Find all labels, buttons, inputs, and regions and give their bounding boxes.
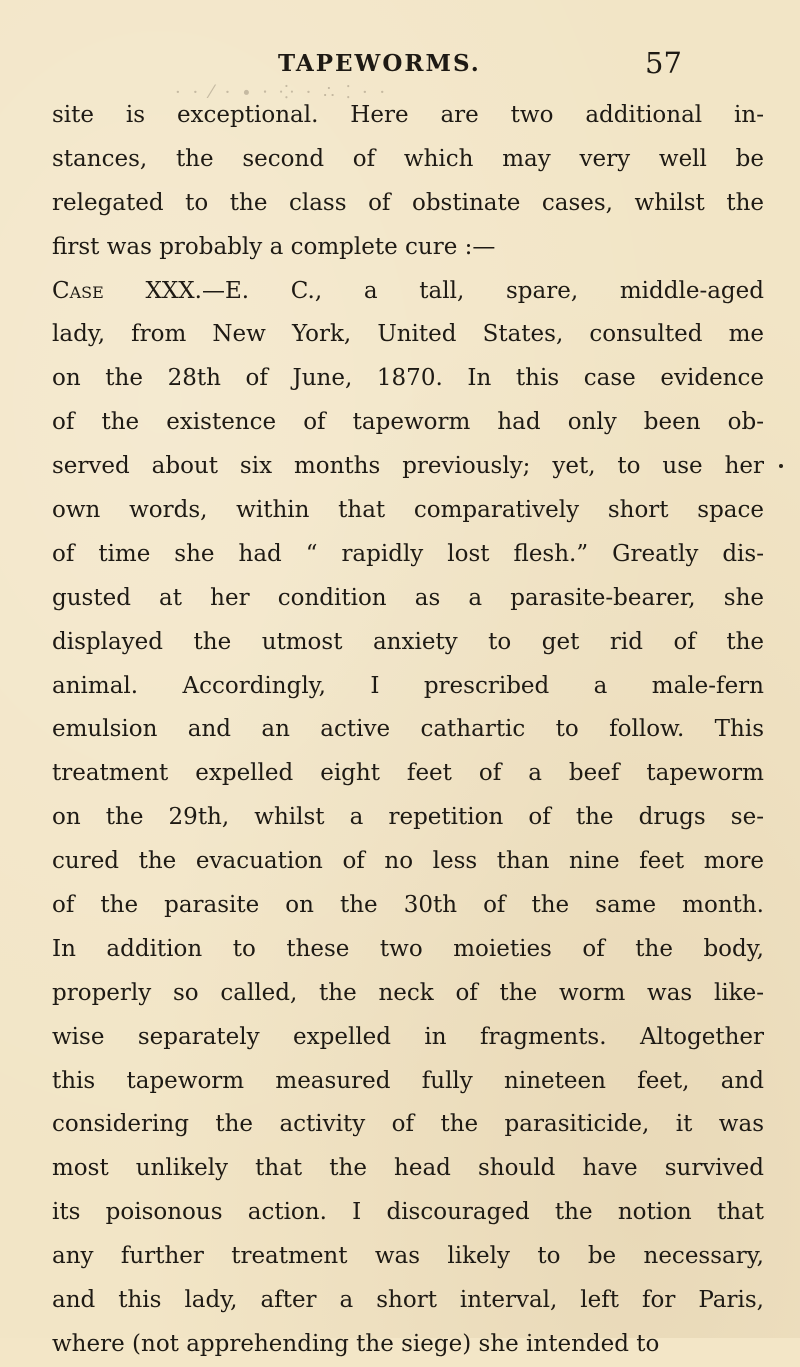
- text-line: In addition to these two moieties of the body,: [52, 935, 764, 962]
- page-number: 57: [645, 46, 682, 80]
- text-line: its poisonous action. I discouraged the notion that: [52, 1199, 764, 1226]
- text-line: lady, from New York, United States, consulted me: [52, 321, 764, 348]
- text-line: on the 29th, whilst a repetition of the drugs se-: [52, 804, 764, 831]
- text-line: own words, within that comparatively short space: [52, 497, 764, 524]
- text-line: properly so called, the neck of the worm was like-: [52, 979, 764, 1006]
- text-line: displayed the utmost anxiety to get rid of the: [52, 628, 764, 655]
- text-line: gusted at her condition as a parasite-bearer, she: [52, 584, 764, 611]
- text-line: cured the evacuation of no less than nine feet more: [52, 848, 764, 875]
- text-line: emulsion and an active cathartic to follow. This: [52, 716, 764, 743]
- text-line: first was probably a complete cure :—: [52, 233, 496, 260]
- text-line: of time she had “ rapidly lost flesh.” Greatly dis-: [52, 540, 764, 567]
- text-line: most unlikely that the head should have survived: [52, 1155, 764, 1182]
- text-line: this tapeworm measured fully nineteen feet, and: [52, 1067, 764, 1094]
- show-through-artifact: · · ⁄ · ∙ ⸱ ⁘ · ∴ ⁚ · ·: [175, 82, 389, 100]
- text-line: of the parasite on the 30th of the same month.: [52, 892, 764, 919]
- text-line: on the 28th of June, 1870. In this case evidence: [52, 365, 764, 392]
- text-line: any further treatment was likely to be necessary,: [52, 1243, 764, 1270]
- text-line: animal. Accordingly, I prescribed a male-fern: [52, 672, 764, 699]
- text-line: and this lady, after a short interval, left for Paris,: [52, 1287, 764, 1314]
- text-line: treatment expelled eight feet of a beef tapeworm: [52, 760, 764, 787]
- case-heading-line: Case XXX.—E. C., a tall, spare, middle-aged: [52, 277, 764, 304]
- running-head: TAPEWORMS.: [278, 50, 481, 77]
- ink-speck: [779, 464, 783, 468]
- text-line: stances, the second of which may very well be: [52, 145, 764, 172]
- body-text: [52, 94, 764, 1367]
- text-line: considering the activity of the parasiticide, it was: [52, 1111, 764, 1138]
- text-line: where (not apprehending the siege) she intended to: [52, 1330, 660, 1357]
- text-line: wise separately expelled in fragments. Altogether: [52, 1023, 764, 1050]
- text-line: site is exceptional. Here are two additional in-: [52, 102, 764, 128]
- case-label: Case: [52, 277, 104, 304]
- text-line: relegated to the class of obstinate cases, whilst the: [52, 189, 764, 216]
- text-line: of the existence of tapeworm had only been ob-: [52, 409, 764, 436]
- text-line: served about six months previously; yet, to use her: [52, 453, 764, 480]
